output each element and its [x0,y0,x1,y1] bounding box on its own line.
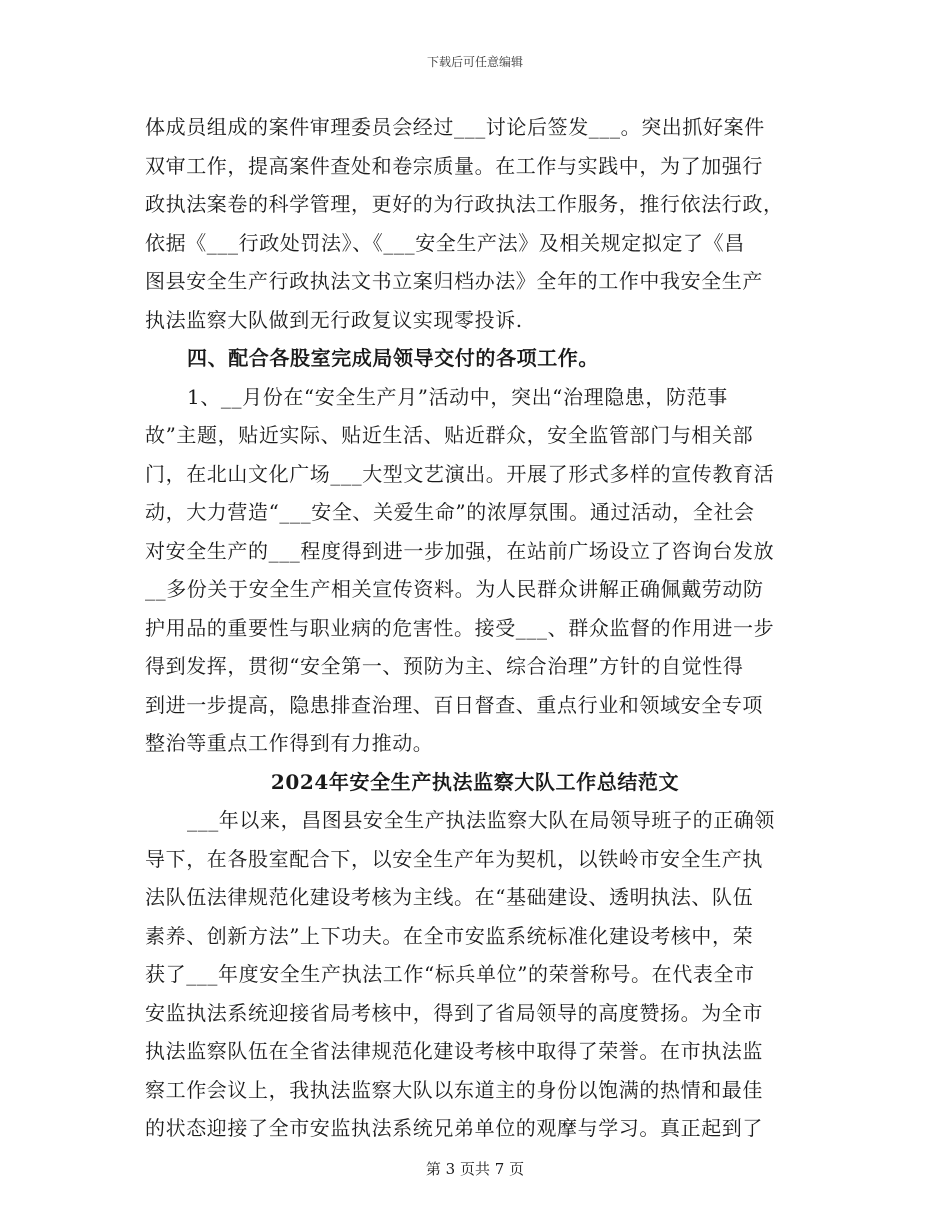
body-line: 素养、创新方法”上下功夫。在全市安监系统标准化建设考核中，荣 [145,923,754,948]
body-line: 对安全生产的___程度得到进一步加强，在站前广场设立了咨询台发放 [145,538,775,563]
body-line: 法队伍法律规范化建设考核为主线。在“基础建设、透明执法、队伍 [145,885,754,909]
body-line: 护用品的重要性与职业病的危害性。接受___、群众监督的作用进一步 [145,615,775,640]
body-line: 门，在北山文化广场___大型文艺演出。开展了形式多样的宣传教育活 [145,461,775,486]
body-line: 体成员组成的案件审理委员会经过___讨论后签发___。突出抓好案件 [145,115,765,139]
body-line: 察工作会议上，我执法监察大队以东道主的身份以饱满的热情和最佳 [145,1077,763,1102]
document-title: 2024年安全生产执法监察大队工作总结范文 [270,769,680,794]
body-line: __多份关于安全生产相关宣传资料。为人民群众讲解正确佩戴劳动防 [145,577,764,601]
section-heading: 四、配合各股室完成局领导交付的各项工作。 [187,346,599,370]
body-line: 获了___年度安全生产执法工作“标兵单位”的荣誉称号。在代表全市 [145,962,755,986]
body-line: 到进一步提高，隐患排查治理、百日督查、重点行业和领域安全专项 [145,692,763,717]
body-line: ___年以来，昌图县安全生产执法监察大队在局领导班子的正确领 [187,808,775,832]
body-line: 执法监察队伍在全省法律规范化建设考核中取得了荣誉。在市执法监 [145,1039,763,1063]
body-line: 导下，在各股室配合下，以安全生产年为契机，以铁岭市安全生产执 [145,846,763,871]
body-line: 动，大力营造“___安全、关爱生命”的浓厚氛围。通过活动，全社会 [145,500,755,524]
body-line: 双审工作，提高案件查处和卷宗质量。在工作与实践中，为了加强行 [145,153,763,178]
body-line: 故”主题，贴近实际、贴近生活、贴近群众，安全监管部门与相关部 [145,423,754,447]
body-line: 政执法案卷的科学管理，更好的为行政执法工作服务，推行依法行政， [145,192,784,216]
body-line: 整治等重点工作得到有力推动。 [145,731,434,755]
body-line: 图县安全生产行政执法文书立案归档办法》全年的工作中我安全生产 [145,269,763,293]
body-line: 的状态迎接了全市安监执法系统兄弟单位的观摩与学习。真正起到了 [145,1116,763,1140]
page-number: 第 3 页共 7 页 [425,1160,525,1178]
body-line: 执法监察大队做到无行政复议实现零投诉. [145,307,523,332]
body-line: 得到发挥，贯彻“安全第一、预防为主、综合治理”方针的自觉性得 [145,654,744,678]
body-line: 安监执法系统迎接省局考核中，得到了省局领导的高度赞扬。为全市 [145,1000,763,1025]
body-line: 依据《___行政处罚法》、《___安全生产法》及相关规定拟定了《昌 [145,230,745,255]
page-header: 下载后可任意编辑 [426,55,523,69]
body-line: 1、__月份在“安全生产月”活动中，突出“治理隐患，防范事 [187,384,728,409]
document-body [145,108,805,1148]
